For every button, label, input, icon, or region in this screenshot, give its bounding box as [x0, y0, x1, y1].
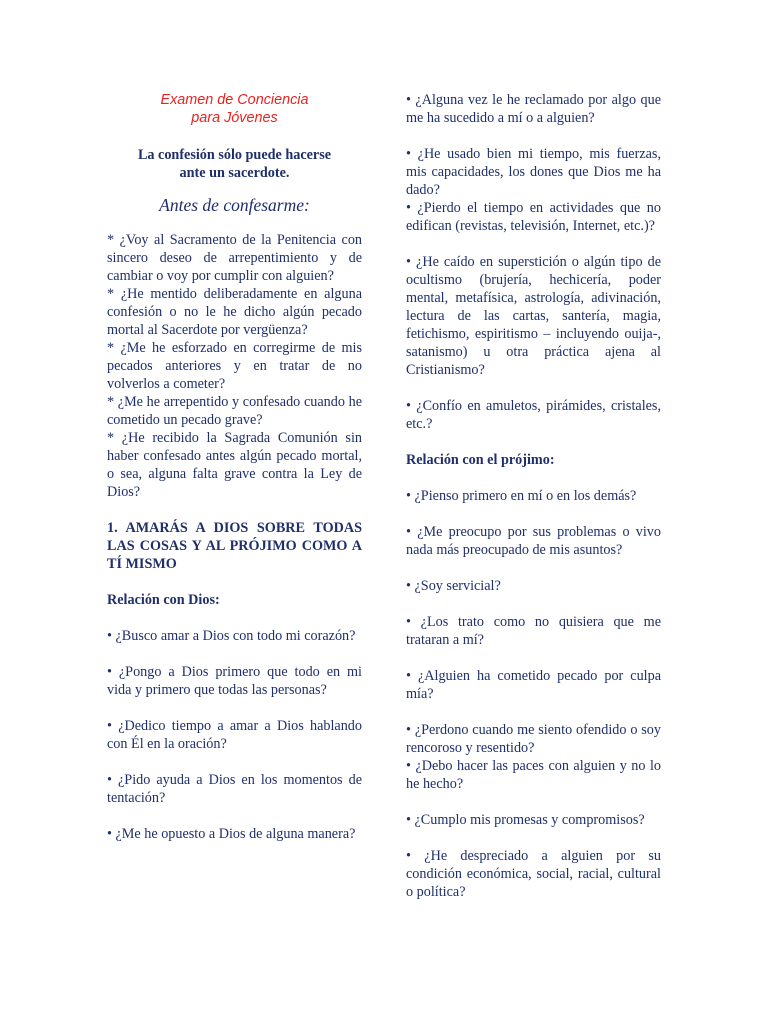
left-column: [107, 91, 362, 843]
right-item-waste: • ¿Pierdo el tiempo en actividades que no edifican (revistas, televisión, Internet, etc.)?: [406, 200, 661, 234]
god-item-5: • ¿Me he opuesto a Dios de alguna manera?: [107, 825, 356, 842]
right-item-reclaim: • ¿Alguna vez le he reclamado por algo que me ha sucedido a mí o a alguien?: [406, 92, 661, 126]
subtitle-line-1: La confesión sólo puede hacerse: [137, 147, 332, 163]
neighbor-item-2: • ¿Me preocupo por sus problemas o vivo nada más preocupado de mis asuntos?: [406, 524, 661, 558]
before-item-4: * ¿Me he arrepentido y confesado cuando he cometido un pecado grave?: [107, 393, 362, 428]
god-item-1: • ¿Busco amar a Dios con todo mi corazón?: [107, 627, 356, 644]
subtitle-line-2: ante un sacerdote.: [179, 165, 290, 181]
god-item-2: • ¿Pongo a Dios primero que todo en mi vida y primero que todas las personas?: [107, 663, 362, 698]
right-column: [406, 91, 661, 901]
relation-god-heading: Relación con Dios:: [107, 591, 220, 608]
before-item-3: * ¿Me he esforzado en corregirme de mis pecados anteriores y en tratar de no volverlos a cometer?: [107, 339, 362, 392]
relation-neighbor-heading: Relación con el prójimo:: [406, 452, 555, 468]
before-confession-heading: Antes de confesarme:: [159, 195, 310, 215]
before-item-5: * ¿He recibido la Sagrada Comunión sin haber confesado antes algún pecado mortal, o sea, alguna falta grave contra la Ley de Dios?: [107, 429, 362, 500]
last-item-1: • ¿Cumplo mis promesas y compromisos?: [406, 812, 645, 828]
neighbor-item-4: • ¿Los trato como no quisiera que me trataran a mí?: [406, 614, 661, 648]
right-item-superstition: • ¿He caído en superstición o algún tipo de ocultismo (brujería, hechicería, poder mental, metafísica, astrología, adivinación, lectura de las cartas, santería, magia, fetichismo, espiritismo – incluyendo ouija-, satanismo) u otra práctica ajena al Cristianismo?: [406, 254, 661, 378]
god-item-4: • ¿Pido ayuda a Dios en los momentos de tentación?: [107, 771, 362, 806]
right-item-amulets: • ¿Confío en amuletos, pirámides, cristales, etc.?: [406, 398, 661, 432]
neighbor-item-5: • ¿Alguien ha cometido pecado por culpa mía?: [406, 668, 661, 702]
god-item-3: • ¿Dedico tiempo a amar a Dios hablando con Él en la oración?: [107, 717, 362, 752]
forgive-item-2: • ¿Debo hacer las paces con alguien y no lo he hecho?: [406, 758, 661, 792]
commandment-heading: 1. AMARÁS A DIOS SOBRE TODAS LAS COSAS Y AL PRÓJIMO COMO A TÍ MISMO: [107, 519, 362, 572]
before-confession-list: [107, 231, 362, 501]
forgive-item-1: • ¿Perdono cuando me siento ofendido o soy rencoroso y resentido?: [406, 722, 661, 756]
title-line-1: Examen de Conciencia: [160, 92, 309, 108]
right-item-time: • ¿He usado bien mi tiempo, mis fuerzas, mis capacidades, los dones que Dios me ha dado?: [406, 146, 661, 198]
title-line-2: para Jóvenes: [191, 110, 278, 126]
neighbor-item-1: • ¿Pienso primero en mí o en los demás?: [406, 488, 637, 504]
before-item-1: * ¿Voy al Sacramento de la Penitencia con sincero deseo de arrepentimiento y de cambiar o voy por cumplir con alguien?: [107, 231, 362, 284]
document-subtitle: [107, 146, 362, 182]
neighbor-item-3: • ¿Soy servicial?: [406, 578, 501, 594]
last-item-2: • ¿He despreciado a alguien por su condición económica, social, racial, cultural o política?: [406, 848, 661, 900]
document-title: [107, 91, 362, 127]
before-item-2: * ¿He mentido deliberadamente en alguna confesión o no le he dicho algún pecado mortal al Sacerdote por vergüenza?: [107, 285, 362, 338]
